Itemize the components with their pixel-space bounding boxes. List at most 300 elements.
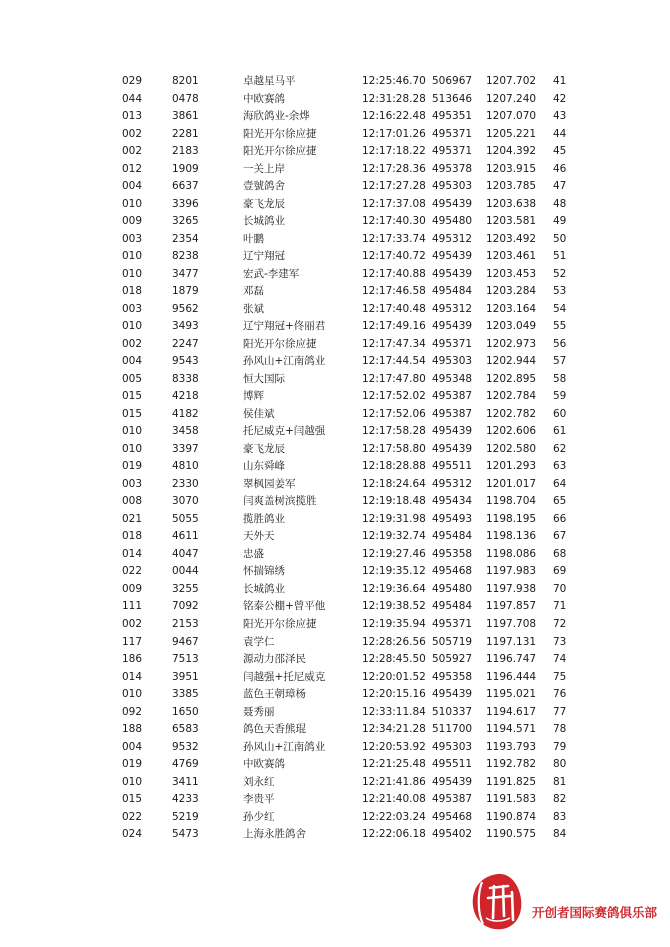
- rank-cell: 60: [553, 407, 567, 420]
- owner-name-cell: 李贵平: [243, 793, 275, 806]
- ring-number-cell: 8338: [172, 372, 199, 385]
- club-seal-logo: [468, 872, 524, 932]
- ring-number-cell: 5473: [172, 828, 199, 841]
- table-row: [0, 196, 670, 214]
- speed-cell: 1203.049: [486, 320, 537, 333]
- speed-cell: 1207.702: [486, 75, 537, 87]
- ring-number-cell: 2330: [172, 477, 199, 490]
- team-number-cell: 029: [122, 75, 143, 87]
- table-row: [0, 634, 670, 652]
- table-row: [0, 213, 670, 231]
- owner-name-cell: 孙风山+江南鸽业: [243, 355, 326, 368]
- table-row: [0, 476, 670, 494]
- speed-cell: 1207.070: [486, 110, 537, 123]
- team-number-cell: 010: [122, 320, 143, 333]
- rank-cell: 51: [553, 250, 567, 263]
- ring-number-cell: 3070: [172, 495, 199, 508]
- rank-cell: 49: [553, 215, 567, 228]
- rank-cell: 45: [553, 145, 567, 158]
- distance-cell: 495312: [432, 232, 473, 245]
- distance-cell: 511700: [432, 723, 473, 736]
- ring-number-cell: 4218: [172, 390, 199, 403]
- rank-cell: 62: [553, 442, 567, 455]
- team-number-cell: 008: [122, 495, 143, 508]
- arrival-time-cell: 12:18:24.64: [362, 477, 426, 490]
- ring-number-cell: 2281: [172, 127, 199, 140]
- table-row: [0, 248, 670, 266]
- rank-cell: 70: [553, 582, 567, 595]
- rank-cell: 47: [553, 180, 567, 193]
- team-number-cell: 018: [122, 530, 143, 543]
- speed-cell: 1201.293: [486, 460, 537, 473]
- table-row: [0, 581, 670, 599]
- rank-cell: 68: [553, 547, 567, 560]
- distance-cell: 495358: [432, 547, 473, 560]
- speed-cell: 1204.392: [486, 145, 537, 158]
- arrival-time-cell: 12:18:28.88: [362, 460, 426, 473]
- rank-cell: 72: [553, 617, 567, 630]
- arrival-time-cell: 12:17:52.02: [362, 390, 426, 403]
- rank-cell: 71: [553, 600, 567, 613]
- team-number-cell: 010: [122, 267, 143, 280]
- ring-number-cell: 3477: [172, 267, 199, 280]
- distance-cell: 495484: [432, 600, 473, 613]
- arrival-time-cell: 12:17:40.88: [362, 267, 426, 280]
- speed-cell: 1203.164: [486, 302, 537, 315]
- arrival-time-cell: 12:25:46.70: [362, 75, 426, 87]
- distance-cell: 495439: [432, 442, 473, 455]
- rank-cell: 73: [553, 635, 567, 648]
- table-row: [0, 266, 670, 284]
- owner-name-cell: 源动力邵泽民: [243, 653, 306, 666]
- arrival-time-cell: 12:19:32.74: [362, 530, 426, 543]
- team-number-cell: 002: [122, 145, 143, 158]
- owner-name-cell: 孙少红: [243, 810, 275, 823]
- distance-cell: 495439: [432, 267, 473, 280]
- team-number-cell: 015: [122, 390, 143, 403]
- speed-cell: 1203.915: [486, 162, 537, 175]
- table-row: [0, 143, 670, 161]
- rank-cell: 82: [553, 793, 567, 806]
- table-row: [0, 546, 670, 564]
- distance-cell: 495312: [432, 302, 473, 315]
- speed-cell: 1197.983: [486, 565, 537, 578]
- arrival-time-cell: 12:17:58.28: [362, 425, 426, 438]
- owner-name-cell: 铭泰公棚+曾平他: [243, 600, 326, 613]
- team-number-cell: 002: [122, 337, 143, 350]
- distance-cell: 495511: [432, 460, 473, 473]
- rank-cell: 59: [553, 390, 567, 403]
- arrival-time-cell: 12:17:40.48: [362, 302, 426, 315]
- ring-number-cell: 5055: [172, 512, 199, 525]
- rank-cell: 66: [553, 512, 567, 525]
- speed-cell: 1190.575: [486, 828, 537, 841]
- owner-name-cell: 袁学仁: [243, 635, 275, 648]
- distance-cell: 495348: [432, 372, 473, 385]
- ring-number-cell: 8238: [172, 250, 199, 263]
- team-number-cell: 010: [122, 197, 143, 210]
- table-row: [0, 826, 670, 844]
- table-row: [0, 318, 670, 336]
- team-number-cell: 186: [122, 653, 143, 666]
- owner-name-cell: 卓越星马平: [243, 75, 296, 87]
- arrival-time-cell: 12:16:22.48: [362, 110, 426, 123]
- team-number-cell: 003: [122, 477, 143, 490]
- owner-name-cell: 中欧赛鸽: [243, 758, 285, 771]
- rank-cell: 75: [553, 670, 567, 683]
- arrival-time-cell: 12:34:21.28: [362, 723, 426, 736]
- ring-number-cell: 4810: [172, 460, 199, 473]
- team-number-cell: 014: [122, 670, 143, 683]
- table-row: [0, 283, 670, 301]
- rank-cell: 67: [553, 530, 567, 543]
- team-number-cell: 010: [122, 442, 143, 455]
- distance-cell: 495484: [432, 530, 473, 543]
- team-number-cell: 019: [122, 460, 143, 473]
- speed-cell: 1203.453: [486, 267, 537, 280]
- owner-name-cell: 刘永红: [243, 775, 275, 788]
- table-row: [0, 756, 670, 774]
- ring-number-cell: 8201: [172, 75, 199, 87]
- team-number-cell: 010: [122, 250, 143, 263]
- results-table: [0, 73, 670, 844]
- owner-name-cell: 托尼威克+闫越强: [243, 425, 326, 438]
- table-row: [0, 651, 670, 669]
- ring-number-cell: 4769: [172, 758, 199, 771]
- arrival-time-cell: 12:17:46.58: [362, 285, 426, 298]
- distance-cell: 505927: [432, 653, 473, 666]
- rank-cell: 74: [553, 653, 567, 666]
- speed-cell: 1202.784: [486, 390, 537, 403]
- speed-cell: 1190.874: [486, 810, 537, 823]
- ring-number-cell: 3458: [172, 425, 199, 438]
- team-number-cell: 004: [122, 740, 143, 753]
- owner-name-cell: 翠枫园姜军: [243, 477, 296, 490]
- speed-cell: 1205.221: [486, 127, 537, 140]
- arrival-time-cell: 12:17:44.54: [362, 355, 426, 368]
- team-number-cell: 010: [122, 775, 143, 788]
- rank-cell: 80: [553, 758, 567, 771]
- owner-name-cell: 长城鸽业: [243, 215, 285, 228]
- table-row: [0, 563, 670, 581]
- distance-cell: 495511: [432, 758, 473, 771]
- ring-number-cell: 4233: [172, 793, 199, 806]
- team-number-cell: 014: [122, 547, 143, 560]
- ring-number-cell: 3861: [172, 110, 199, 123]
- arrival-time-cell: 12:17:33.74: [362, 232, 426, 245]
- table-row: [0, 791, 670, 809]
- ring-number-cell: 2354: [172, 232, 199, 245]
- distance-cell: 495439: [432, 197, 473, 210]
- table-row: [0, 91, 670, 109]
- speed-cell: 1196.747: [486, 653, 537, 666]
- table-row: [0, 231, 670, 249]
- distance-cell: 495402: [432, 828, 473, 841]
- table-row: [0, 809, 670, 827]
- ring-number-cell: 2247: [172, 337, 199, 350]
- speed-cell: 1202.973: [486, 337, 537, 350]
- team-number-cell: 092: [122, 705, 143, 718]
- arrival-time-cell: 12:31:28.28: [362, 92, 426, 105]
- owner-name-cell: 聂秀丽: [243, 705, 275, 718]
- arrival-time-cell: 12:21:40.08: [362, 793, 426, 806]
- distance-cell: 495439: [432, 320, 473, 333]
- distance-cell: 495468: [432, 565, 473, 578]
- speed-cell: 1198.136: [486, 530, 537, 543]
- table-row: [0, 669, 670, 687]
- owner-name-cell: 侯佳斌: [243, 407, 275, 420]
- distance-cell: 495434: [432, 495, 473, 508]
- distance-cell: 495387: [432, 407, 473, 420]
- owner-name-cell: 恒大国际: [243, 372, 285, 385]
- owner-name-cell: 蓝色王朝璋杨: [243, 688, 306, 701]
- distance-cell: 505719: [432, 635, 473, 648]
- team-number-cell: 002: [122, 617, 143, 630]
- rank-cell: 44: [553, 127, 567, 140]
- team-number-cell: 015: [122, 407, 143, 420]
- owner-name-cell: 一关上岸: [243, 162, 285, 175]
- owner-name-cell: 宏武-李建军: [243, 267, 300, 280]
- speed-cell: 1207.240: [486, 92, 537, 105]
- rank-cell: 48: [553, 197, 567, 210]
- distance-cell: 495371: [432, 337, 473, 350]
- table-row: [0, 126, 670, 144]
- team-number-cell: 188: [122, 723, 143, 736]
- arrival-time-cell: 12:19:31.98: [362, 512, 426, 525]
- owner-name-cell: 闫爽盖树滨揽胜: [243, 495, 317, 508]
- owner-name-cell: 博辉: [243, 390, 264, 403]
- ring-number-cell: 3385: [172, 688, 199, 701]
- rank-cell: 78: [553, 723, 567, 736]
- team-number-cell: 024: [122, 828, 143, 841]
- team-number-cell: 019: [122, 758, 143, 771]
- owner-name-cell: 长城鸽业: [243, 582, 285, 595]
- table-row: [0, 388, 670, 406]
- table-row: [0, 353, 670, 371]
- table-row: [0, 704, 670, 722]
- speed-cell: 1203.284: [486, 285, 537, 298]
- distance-cell: 495303: [432, 740, 473, 753]
- owner-name-cell: 辽宁翔冠: [243, 250, 285, 263]
- team-number-cell: 015: [122, 793, 143, 806]
- arrival-time-cell: 12:19:36.64: [362, 582, 426, 595]
- owner-name-cell: 豪飞龙辰: [243, 442, 285, 455]
- arrival-time-cell: 12:17:58.80: [362, 442, 426, 455]
- ring-number-cell: 3397: [172, 442, 199, 455]
- speed-cell: 1203.461: [486, 250, 537, 263]
- distance-cell: 495378: [432, 162, 473, 175]
- team-number-cell: 012: [122, 162, 143, 175]
- owner-name-cell: 阳光开尔徐应捷: [243, 337, 317, 350]
- rank-cell: 64: [553, 477, 567, 490]
- owner-name-cell: 辽宁翔冠+佟丽君: [243, 320, 326, 333]
- distance-cell: 495439: [432, 688, 473, 701]
- rank-cell: 46: [553, 162, 567, 175]
- arrival-time-cell: 12:17:40.72: [362, 250, 426, 263]
- owner-name-cell: 孙风山+江南鸽业: [243, 740, 326, 753]
- speed-cell: 1194.617: [486, 705, 537, 718]
- table-row: [0, 301, 670, 319]
- ring-number-cell: 9532: [172, 740, 199, 753]
- speed-cell: 1202.606: [486, 425, 537, 438]
- table-row: [0, 774, 670, 792]
- team-number-cell: 013: [122, 110, 143, 123]
- ring-number-cell: 2183: [172, 145, 199, 158]
- rank-cell: 53: [553, 285, 567, 298]
- ring-number-cell: 6637: [172, 180, 199, 193]
- rank-cell: 54: [553, 302, 567, 315]
- table-row: [0, 511, 670, 529]
- arrival-time-cell: 12:20:01.52: [362, 670, 426, 683]
- distance-cell: 495480: [432, 215, 473, 228]
- rank-cell: 63: [553, 460, 567, 473]
- owner-name-cell: 中欧赛鸽: [243, 92, 285, 105]
- ring-number-cell: 0478: [172, 92, 199, 105]
- team-number-cell: 010: [122, 425, 143, 438]
- owner-name-cell: 阳光开尔徐应捷: [243, 145, 317, 158]
- owner-name-cell: 阳光开尔徐应捷: [243, 617, 317, 630]
- arrival-time-cell: 12:17:01.26: [362, 127, 426, 140]
- team-number-cell: 004: [122, 180, 143, 193]
- rank-cell: 77: [553, 705, 567, 718]
- speed-cell: 1197.857: [486, 600, 537, 613]
- ring-number-cell: 6583: [172, 723, 199, 736]
- team-number-cell: 003: [122, 302, 143, 315]
- rank-cell: 84: [553, 828, 567, 841]
- owner-name-cell: 张斌: [243, 302, 264, 315]
- speed-cell: 1197.131: [486, 635, 537, 648]
- club-name: 开创者国际赛鸽俱乐部: [532, 905, 658, 920]
- ring-number-cell: 9467: [172, 635, 199, 648]
- team-number-cell: 111: [122, 600, 143, 613]
- distance-cell: 495387: [432, 390, 473, 403]
- arrival-time-cell: 12:19:27.46: [362, 547, 426, 560]
- arrival-time-cell: 12:17:28.36: [362, 162, 426, 175]
- owner-name-cell: 叶鹏: [243, 232, 264, 245]
- ring-number-cell: 3493: [172, 320, 199, 333]
- ring-number-cell: 4611: [172, 530, 199, 543]
- rank-cell: 58: [553, 372, 567, 385]
- ring-number-cell: 1650: [172, 705, 199, 718]
- arrival-time-cell: 12:17:18.22: [362, 145, 426, 158]
- speed-cell: 1202.944: [486, 355, 537, 368]
- team-number-cell: 002: [122, 127, 143, 140]
- rank-cell: 81: [553, 775, 567, 788]
- team-number-cell: 003: [122, 232, 143, 245]
- table-row: [0, 598, 670, 616]
- speed-cell: 1191.825: [486, 775, 537, 788]
- ring-number-cell: 5219: [172, 810, 199, 823]
- distance-cell: 495303: [432, 180, 473, 193]
- team-number-cell: 021: [122, 512, 143, 525]
- distance-cell: 510337: [432, 705, 473, 718]
- rank-cell: 61: [553, 425, 567, 438]
- team-number-cell: 018: [122, 285, 143, 298]
- speed-cell: 1198.195: [486, 512, 537, 525]
- arrival-time-cell: 12:17:37.08: [362, 197, 426, 210]
- distance-cell: 495480: [432, 582, 473, 595]
- speed-cell: 1192.782: [486, 758, 537, 771]
- ring-number-cell: 1879: [172, 285, 199, 298]
- arrival-time-cell: 12:19:18.48: [362, 495, 426, 508]
- rank-cell: 76: [553, 688, 567, 701]
- speed-cell: 1197.708: [486, 617, 537, 630]
- speed-cell: 1198.704: [486, 495, 537, 508]
- owner-name-cell: 上海永胜鸽舍: [243, 828, 306, 841]
- team-number-cell: 022: [122, 565, 143, 578]
- distance-cell: 513646: [432, 92, 473, 105]
- distance-cell: 495303: [432, 355, 473, 368]
- speed-cell: 1191.583: [486, 793, 537, 806]
- table-row: [0, 686, 670, 704]
- owner-name-cell: 怀揣锦绣: [243, 565, 285, 578]
- table-row: [0, 616, 670, 634]
- table-row: [0, 108, 670, 126]
- owner-name-cell: 天外天: [243, 530, 275, 543]
- ring-number-cell: 3265: [172, 215, 199, 228]
- table-row: [0, 493, 670, 511]
- ring-number-cell: 7092: [172, 600, 199, 613]
- ring-number-cell: 4047: [172, 547, 199, 560]
- ring-number-cell: 3951: [172, 670, 199, 683]
- speed-cell: 1195.021: [486, 688, 537, 701]
- arrival-time-cell: 12:17:52.06: [362, 407, 426, 420]
- team-number-cell: 005: [122, 372, 143, 385]
- owner-name-cell: 阳光开尔徐应捷: [243, 127, 317, 140]
- ring-number-cell: 9562: [172, 302, 199, 315]
- team-number-cell: 004: [122, 355, 143, 368]
- owner-name-cell: 揽胜鸽业: [243, 512, 285, 525]
- owner-name-cell: 豪飞龙辰: [243, 197, 285, 210]
- speed-cell: 1198.086: [486, 547, 537, 560]
- arrival-time-cell: 12:21:25.48: [362, 758, 426, 771]
- distance-cell: 495312: [432, 477, 473, 490]
- owner-name-cell: 山东舜峰: [243, 460, 285, 473]
- rank-cell: 57: [553, 355, 567, 368]
- team-number-cell: 010: [122, 688, 143, 701]
- ring-number-cell: 7513: [172, 653, 199, 666]
- table-row: [0, 406, 670, 424]
- distance-cell: 495358: [432, 670, 473, 683]
- arrival-time-cell: 12:20:15.16: [362, 688, 426, 701]
- rank-cell: 69: [553, 565, 567, 578]
- team-number-cell: 022: [122, 810, 143, 823]
- table-row: [0, 336, 670, 354]
- speed-cell: 1203.638: [486, 197, 537, 210]
- distance-cell: 495484: [432, 285, 473, 298]
- distance-cell: 506967: [432, 75, 473, 87]
- speed-cell: 1203.581: [486, 215, 537, 228]
- arrival-time-cell: 12:17:40.30: [362, 215, 426, 228]
- arrival-time-cell: 12:19:35.94: [362, 617, 426, 630]
- distance-cell: 495371: [432, 127, 473, 140]
- table-row: [0, 721, 670, 739]
- distance-cell: 495439: [432, 250, 473, 263]
- table-row: [0, 371, 670, 389]
- rank-cell: 52: [553, 267, 567, 280]
- rank-cell: 65: [553, 495, 567, 508]
- distance-cell: 495351: [432, 110, 473, 123]
- rank-cell: 41: [553, 75, 567, 87]
- ring-number-cell: 0044: [172, 565, 199, 578]
- table-row: [0, 178, 670, 196]
- owner-name-cell: 鸽色天香熊琨: [243, 723, 306, 736]
- rank-cell: 83: [553, 810, 567, 823]
- table-row: [0, 528, 670, 546]
- team-number-cell: 009: [122, 582, 143, 595]
- ring-number-cell: 3396: [172, 197, 199, 210]
- team-number-cell: 009: [122, 215, 143, 228]
